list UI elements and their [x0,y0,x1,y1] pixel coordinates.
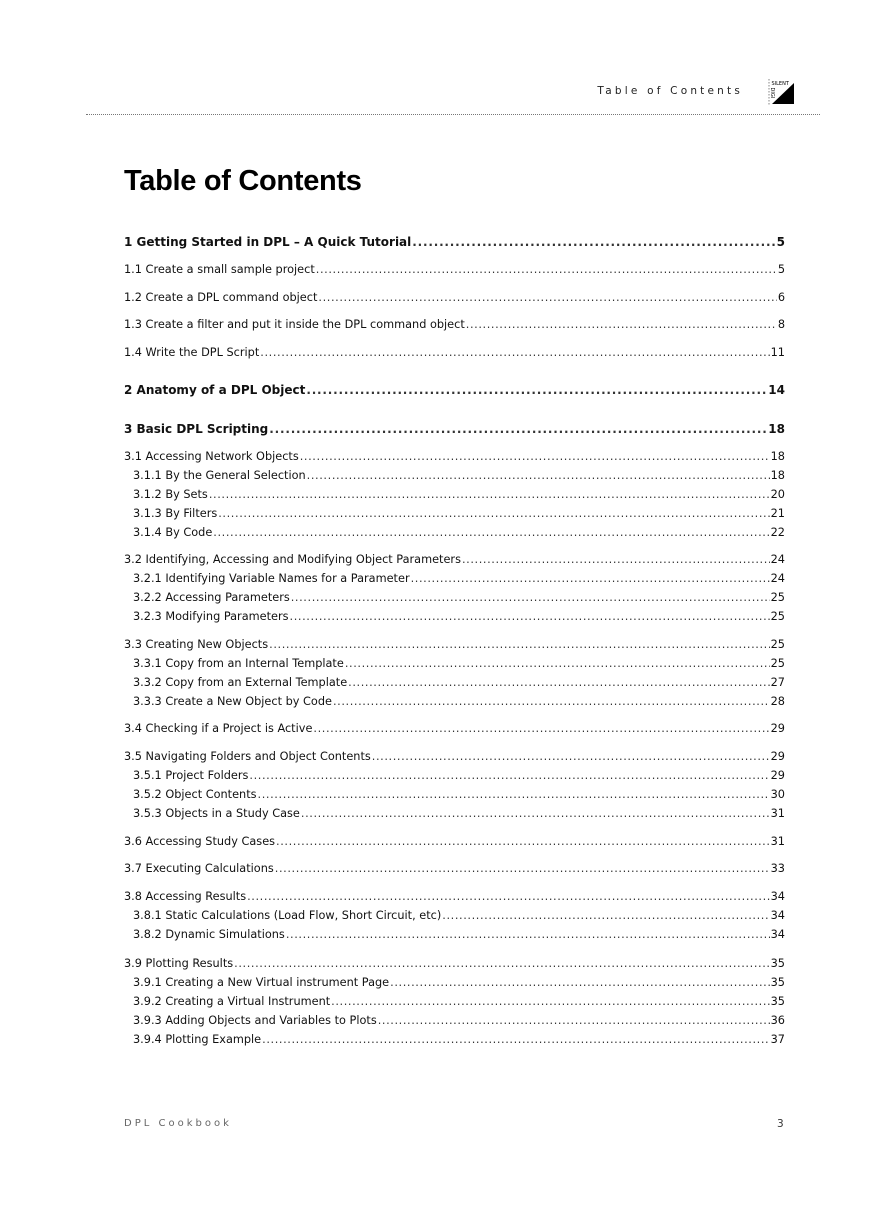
running-header-title: Table of Contents [597,85,743,97]
toc-leader-dots [247,889,770,905]
toc-entry[interactable] [124,506,785,522]
toc-entry-label: 1.4 Write the DPL Script [124,346,260,359]
toc-entry-page: 35 [770,976,785,989]
toc-entry-page: 31 [770,807,785,820]
toc-entry[interactable] [124,694,785,710]
toc-leader-dots [276,834,770,850]
toc-entry-label: 3.2.3 Modifying Parameters [133,610,289,623]
toc-leader-dots [412,234,775,250]
toc-entry-label: 3.3.1 Copy from an Internal Template [133,657,344,670]
toc-entry-label: 3.1.4 By Code [133,526,213,539]
toc-entry[interactable] [124,468,785,484]
toc-entry[interactable] [124,768,785,784]
header-divider [86,114,820,115]
toc-leader-dots [372,749,770,765]
toc-entry-page: 25 [770,657,785,670]
toc-leader-dots [378,1013,770,1029]
company-logo [768,79,796,105]
toc-entry[interactable] [124,590,785,606]
toc-entry-label: 3.9 Plotting Results [124,957,234,970]
toc-entry[interactable] [124,975,785,991]
toc-entry-label: 1 Getting Started in DPL – A Quick Tutorial [124,235,412,249]
toc-leader-dots [306,382,767,398]
toc-entry-label: 3 Basic DPL Scripting [124,422,269,436]
toc-entry-page: 25 [770,591,785,604]
toc-leader-dots [269,421,767,437]
toc-entry-label: 3.3.2 Copy from an External Template [133,676,348,689]
toc-entry-page: 22 [770,526,785,539]
toc-entry-label: 3.5 Navigating Folders and Object Contents [124,750,371,763]
toc-entry[interactable] [124,806,785,822]
toc-entry[interactable] [124,656,785,672]
toc-entry[interactable] [124,749,785,765]
toc-leader-dots [318,290,776,306]
toc-entry-label: 3.5.1 Project Folders [133,769,249,782]
svg-text:DIGI: DIGI [769,87,775,99]
toc-leader-dots [262,1032,769,1048]
toc-leader-dots [209,487,770,503]
toc-entry-label: 3.2 Identifying, Accessing and Modifying Object Parameters [124,553,461,566]
toc-leader-dots [286,927,770,943]
toc-entry-page: 11 [770,346,785,359]
toc-leader-dots [249,768,769,784]
toc-leader-dots [269,637,770,653]
toc-entry-page: 6 [777,291,785,304]
toc-entry-label: 3.9.3 Adding Objects and Variables to Plots [133,1014,377,1027]
toc-entry-page: 29 [770,722,785,735]
toc-leader-dots [218,506,769,522]
toc-leader-dots [331,994,769,1010]
toc-entry-page: 14 [768,383,785,397]
toc-entry-label: 3.5.2 Object Contents [133,788,257,801]
toc-leader-dots [333,694,770,710]
toc-leader-dots [300,449,770,465]
toc-leader-dots [301,806,770,822]
toc-leader-dots [316,262,777,278]
toc-entry-label: 3.9.1 Creating a New Virtual instrument Page [133,976,390,989]
toc-entry-page: 33 [770,862,785,875]
toc-entry[interactable] [124,721,785,737]
toc-entry-label: 3.8.1 Static Calculations (Load Flow, Short Circuit, etc) [133,909,442,922]
toc-entry[interactable] [124,637,785,653]
toc-entry[interactable] [124,908,785,924]
toc-entry-page: 21 [770,507,785,520]
footer-page-number: 3 [777,1118,784,1130]
toc-entry-page: 31 [770,835,785,848]
toc-entry-label: 3.8 Accessing Results [124,890,247,903]
toc-entry[interactable] [124,234,785,250]
toc-leader-dots [260,345,769,361]
toc-entry-page: 18 [770,469,785,482]
toc-entry-label: 3.9.2 Creating a Virtual Instrument [133,995,331,1008]
toc-entry-page: 30 [770,788,785,801]
toc-entry-page: 34 [770,928,785,941]
toc-entry-page: 24 [770,572,785,585]
toc-leader-dots [390,975,769,991]
toc-entry-page: 25 [770,610,785,623]
toc-entry-page: 20 [770,488,785,501]
toc-entry-page: 24 [770,553,785,566]
toc-entry[interactable] [124,552,785,568]
toc-entry[interactable] [124,382,785,398]
toc-entry-page: 34 [770,909,785,922]
toc-entry-label: 1.2 Create a DPL command object [124,291,318,304]
toc-entry[interactable] [124,675,785,691]
toc-entry-page: 35 [770,995,785,1008]
toc-entry-page: 25 [770,638,785,651]
toc-entry-page: 5 [776,235,785,249]
toc-leader-dots [290,609,770,625]
toc-leader-dots [213,525,769,541]
toc-entry-page: 29 [770,769,785,782]
toc-leader-dots [411,571,770,587]
toc-entry-label: 3.1.3 By Filters [133,507,218,520]
toc-entry-page: 27 [770,676,785,689]
toc-entry-label: 1.1 Create a small sample project [124,263,315,276]
toc-entry-label: 3.5.3 Objects in a Study Case [133,807,300,820]
toc-leader-dots [307,468,770,484]
toc-entry[interactable] [124,525,785,541]
toc-entry[interactable] [124,262,785,278]
toc-entry-page: 29 [770,750,785,763]
toc-entry-label: 3.1 Accessing Network Objects [124,450,299,463]
toc-leader-dots [442,908,769,924]
toc-entry-page: 18 [770,450,785,463]
toc-entry[interactable] [124,787,785,803]
toc-leader-dots [291,590,770,606]
toc-leader-dots [313,721,769,737]
toc-leader-dots [462,552,770,568]
footer-document-name: DPL Cookbook [124,1118,232,1129]
toc-entry-label: 3.4 Checking if a Project is Active [124,722,313,735]
toc-entry-page: 8 [777,318,785,331]
toc-entry-label: 3.3.3 Create a New Object by Code [133,695,332,708]
toc-entry[interactable] [124,956,785,972]
toc-entry[interactable] [124,834,785,850]
svg-text:SILENT: SILENT [771,81,789,87]
toc-leader-dots [234,956,769,972]
toc-entry-label: 3.2.1 Identifying Variable Names for a Parameter [133,572,410,585]
toc-entry[interactable] [124,487,785,503]
toc-leader-dots [348,675,769,691]
toc-entry[interactable] [124,1013,785,1029]
toc-entry[interactable] [124,927,785,943]
toc-entry-label: 3.8.2 Dynamic Simulations [133,928,285,941]
toc-entry[interactable] [124,290,785,306]
page-title: Table of Contents [124,165,362,197]
toc-entry[interactable] [124,345,785,361]
toc-entry[interactable] [124,421,785,437]
toc-entry[interactable] [124,994,785,1010]
toc-entry[interactable] [124,571,785,587]
toc-entry[interactable] [124,861,785,877]
toc-entry-page: 28 [770,695,785,708]
toc-entry-page: 5 [777,263,785,276]
toc-entry-page: 37 [770,1033,785,1046]
toc-entry-page: 34 [770,890,785,903]
toc-leader-dots [345,656,770,672]
toc-entry-page: 36 [770,1014,785,1027]
toc-leader-dots [466,317,777,333]
toc-entry-page: 18 [768,422,785,436]
toc-entry-label: 3.3 Creating New Objects [124,638,269,651]
toc-entry[interactable] [124,1032,785,1048]
toc-entry-label: 3.7 Executing Calculations [124,862,274,875]
toc-entry-label: 2 Anatomy of a DPL Object [124,383,306,397]
toc-entry-label: 1.3 Create a filter and put it inside the DPL command object [124,318,465,331]
toc-entry-label: 3.1.2 By Sets [133,488,208,501]
toc-entry-label: 3.6 Accessing Study Cases [124,835,276,848]
toc-entry[interactable] [124,317,785,333]
toc-entry-label: 3.9.4 Plotting Example [133,1033,262,1046]
toc-entry[interactable] [124,449,785,465]
toc-entry-label: 3.1.1 By the General Selection [133,469,306,482]
toc-leader-dots [258,787,770,803]
toc-entry[interactable] [124,889,785,905]
toc-leader-dots [275,861,770,877]
toc-entry-page: 35 [770,957,785,970]
toc-entry-label: 3.2.2 Accessing Parameters [133,591,290,604]
toc-entry[interactable] [124,609,785,625]
